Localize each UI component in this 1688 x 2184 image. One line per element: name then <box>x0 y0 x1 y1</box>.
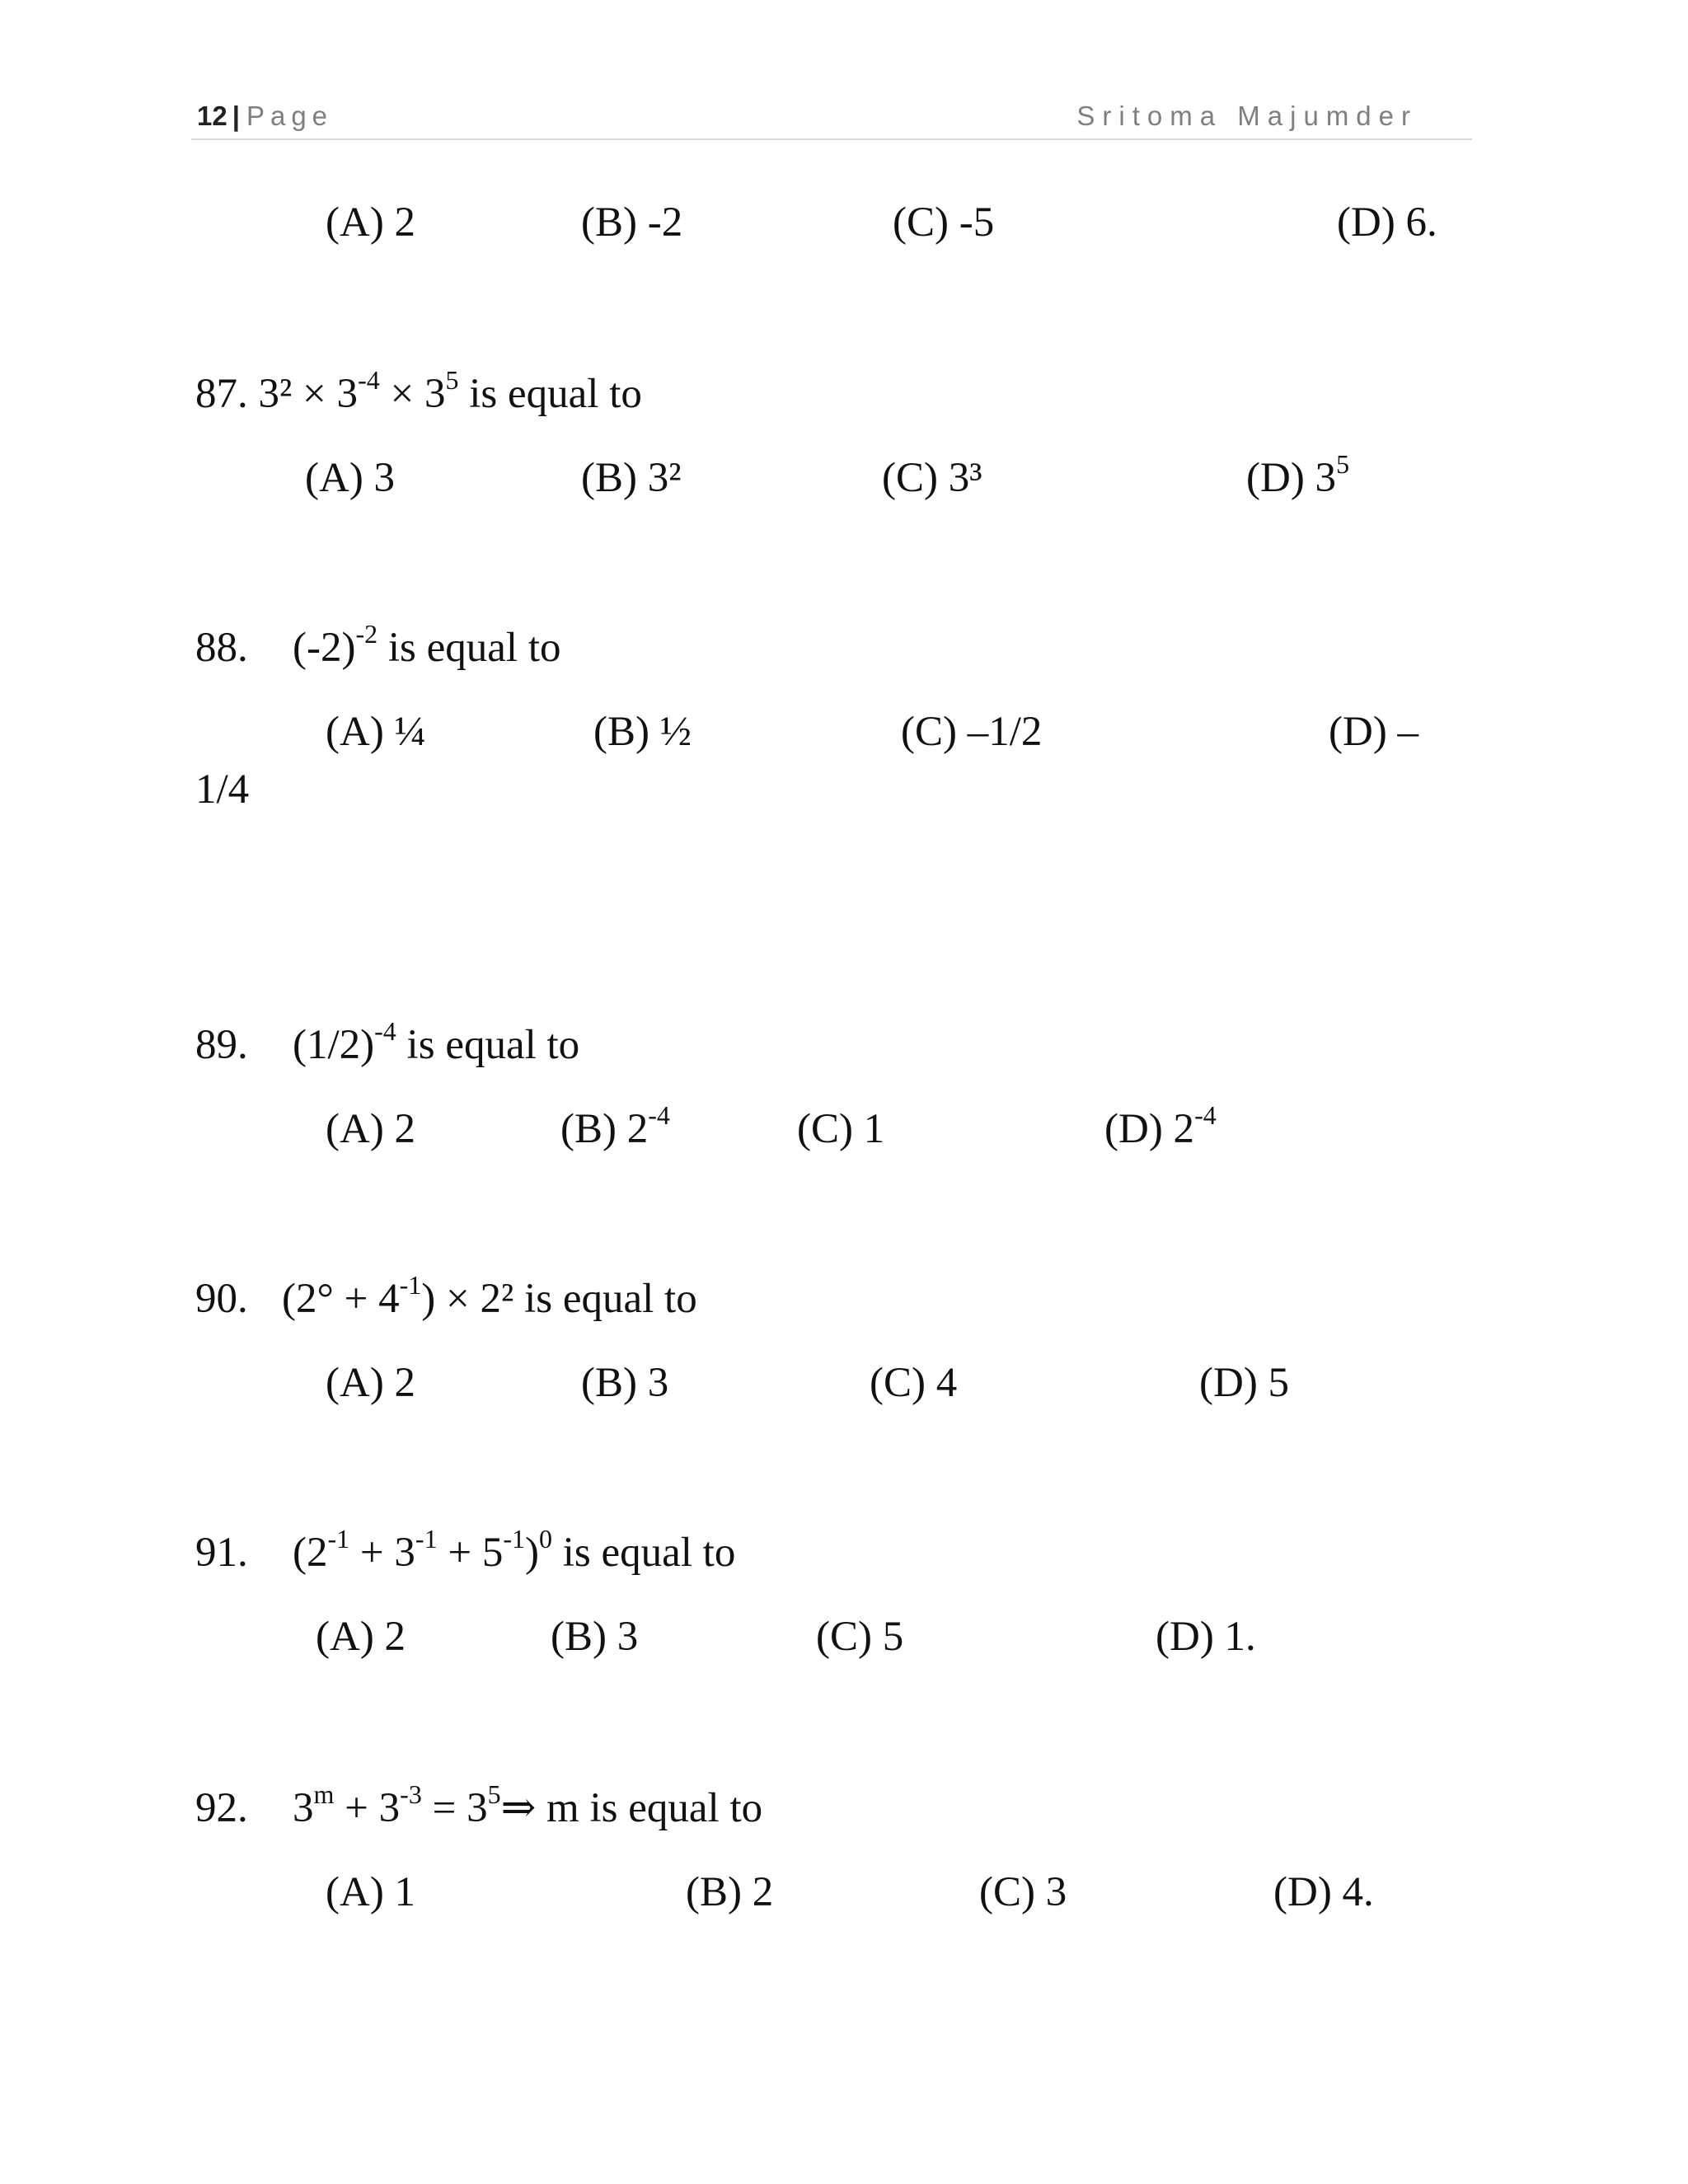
q88-option-b: (B) ½ <box>593 709 692 755</box>
superscript: -2 <box>355 619 378 649</box>
q92-option-d: (D) 4. <box>1273 1869 1374 1915</box>
superscript: -3 <box>400 1779 422 1809</box>
superscript: -4 <box>648 1100 670 1130</box>
q91-option-c: (C) 5 <box>816 1614 904 1660</box>
q92-option-c: (C) 3 <box>979 1869 1067 1915</box>
q87-option-d: (D) $3^5$ <box>1246 449 1350 501</box>
header-separator: | <box>232 101 240 131</box>
superscript: -4 <box>358 365 380 395</box>
q89-option-c: (C) 1 <box>797 1106 885 1152</box>
prev-option-b: (B) -2 <box>581 199 683 246</box>
q88-option-d: (D) – <box>1329 709 1419 755</box>
page-label <box>197 101 333 132</box>
q88-option-c: (C) –1/2 <box>901 709 1043 755</box>
superscript: -1 <box>399 1270 422 1300</box>
q90-option-d: (D) 5 <box>1199 1360 1290 1406</box>
superscript: m <box>313 1779 335 1809</box>
q91-option-a: (A) 2 <box>316 1614 406 1660</box>
q90-option-b: (B) 3 <box>581 1360 669 1406</box>
question-88-number: 88. <box>195 625 248 671</box>
question-90: $(2^\circ + 4^{-1}) \times 2^2$ is equal to <box>282 1270 697 1322</box>
page-number: 12 <box>197 101 227 131</box>
page-header <box>191 97 1472 140</box>
superscript: -4 <box>1194 1100 1217 1130</box>
superscript: -1 <box>503 1524 525 1554</box>
page-word: Page <box>246 101 334 131</box>
q91-option-b: (B) 3 <box>551 1614 639 1660</box>
superscript: 5 <box>445 365 459 395</box>
superscript: 0 <box>538 1524 552 1554</box>
question-87: 87. $3^2 \times 3^{-4} \times 3^5$ is equal to <box>195 365 642 417</box>
q92-option-b: (B) 2 <box>686 1869 774 1915</box>
q90-option-c: (C) 4 <box>870 1360 958 1406</box>
q87-option-c: (C) 3³ <box>882 455 982 501</box>
q90-option-a: (A) 2 <box>326 1360 416 1406</box>
superscript: -1 <box>327 1524 350 1554</box>
question-90-number: 90. <box>195 1276 248 1322</box>
q89-option-a: (A) 2 <box>326 1106 416 1152</box>
prev-option-a: (A) 2 <box>326 199 416 246</box>
q92-option-a: (A) 1 <box>326 1869 416 1915</box>
superscript: -4 <box>374 1016 396 1046</box>
q87-option-b: (B) 3² <box>581 455 682 501</box>
author-name: Sritoma Majumder <box>1076 101 1418 131</box>
q91-option-d: (D) 1. <box>1156 1614 1256 1660</box>
question-89: $(1/2)^{-4}$ is equal to <box>293 1016 580 1068</box>
question-91-number: 91. <box>195 1530 248 1576</box>
question-91: $(2^{-1} + 3^{-1} + 5^{-1})^0$ is equal to <box>293 1524 736 1576</box>
superscript: 5 <box>1336 449 1350 479</box>
q89-option-d: (D) $2^{-4}$ <box>1104 1100 1217 1152</box>
q88-option-d-wrap: 1/4 <box>195 766 250 813</box>
q87-option-a: (A) 3 <box>305 455 396 501</box>
question-92: $3^m + 3^{-3}$ = $3^5\Rightarrow$ m is equal to <box>293 1779 763 1831</box>
prev-option-d: (D) 6. <box>1337 199 1437 246</box>
question-88: $(-2)^{-2}$ is equal to <box>293 619 561 671</box>
question-89-number: 89. <box>195 1022 248 1068</box>
prev-option-c: (C) -5 <box>893 199 995 246</box>
question-number: 87. <box>195 371 248 417</box>
q88-option-a: (A) ¼ <box>326 709 426 755</box>
question-92-number: 92. <box>195 1785 248 1831</box>
q89-option-b: (B) $2^{-4}$ <box>560 1100 670 1152</box>
superscript: 5 <box>487 1779 501 1809</box>
superscript: -1 <box>415 1524 438 1554</box>
